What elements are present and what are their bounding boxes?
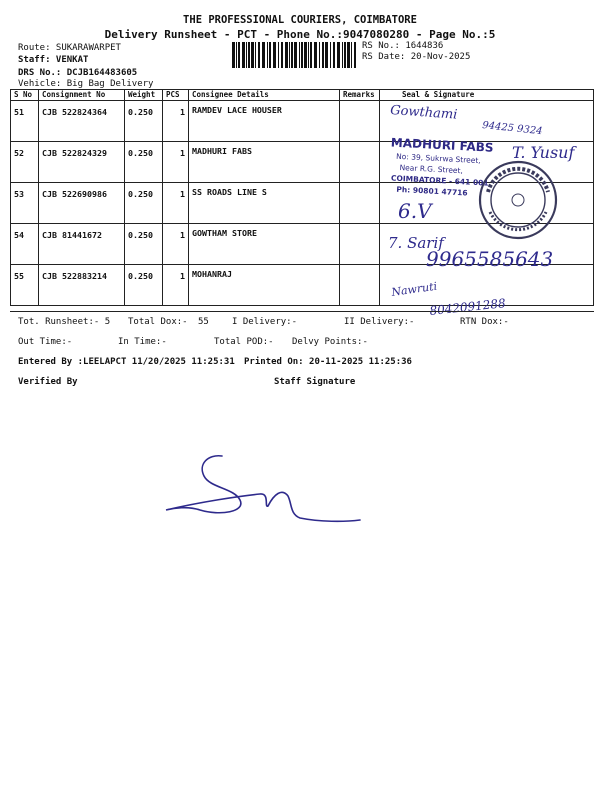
barcode-bar — [333, 42, 335, 68]
handwriting-row3: 6.V — [398, 199, 432, 223]
entered-by: Entered By :LEELAPCT 11/20/2025 11:25:31 — [18, 357, 235, 367]
vehicle-label: Vehicle: Big Bag Delivery — [18, 79, 154, 89]
printed-on: Printed On: 20-11-2025 11:25:36 — [244, 357, 412, 367]
out-time: Out Time:- — [18, 337, 73, 347]
row-pcs: 1 — [163, 224, 189, 265]
barcode-bar — [310, 42, 312, 68]
rtn-dox: RTN Dox:- — [460, 317, 509, 327]
stamp-address-1: No: 39, Sukrwa Street, — [395, 151, 481, 166]
total-pod: Total POD:- — [214, 337, 274, 347]
barcode-bar — [347, 42, 350, 68]
stamp-name: MADHURI FABS — [390, 135, 494, 155]
row-consignment: CJB 522824329 — [39, 142, 125, 183]
barcode-bar — [251, 42, 254, 68]
barcode-bar — [301, 42, 303, 68]
ii-delivery: II Delivery:- — [344, 317, 415, 327]
row-consignee: MOHANRAJ — [189, 265, 340, 306]
barcode-bar — [337, 42, 340, 68]
col-pcs: PCS — [163, 90, 189, 101]
barcode-bar — [273, 42, 276, 68]
barcode-bar — [322, 42, 324, 68]
delvy-points: Delvy Points:- — [292, 337, 368, 347]
col-consignee: Consignee Details — [189, 90, 340, 101]
row-sno: 54 — [11, 224, 39, 265]
staff-label: Staff: VENKAT — [18, 55, 89, 65]
col-seal-signature: Seal & Signature — [380, 90, 594, 101]
barcode-bar — [294, 42, 297, 68]
tot-runsheet: Tot. Runsheet:- 5 — [18, 317, 111, 327]
verified-by: Verified By — [18, 377, 78, 387]
route-label: Route: SUKARAWARPET — [18, 43, 121, 53]
rs-number: RS No.: 1644836 — [362, 41, 444, 51]
barcode-bar — [354, 42, 356, 68]
row-sno: 55 — [11, 265, 39, 306]
barcode-bar — [314, 42, 317, 68]
total-dox-label: Total Dox:- — [128, 317, 188, 327]
row-consignment: CJB 81441672 — [39, 224, 125, 265]
barcode-bar — [291, 42, 293, 68]
round-seal-icon — [480, 162, 556, 238]
row-sno: 51 — [11, 101, 39, 142]
row-consignee: MADHURI FABS — [189, 142, 340, 183]
barcode-bar — [304, 42, 307, 68]
drs-number: DRS No.: DCJB164483605 — [18, 68, 138, 78]
row-pcs: 1 — [163, 142, 189, 183]
company-stamp — [388, 135, 494, 198]
col-remarks: Remarks — [340, 90, 380, 101]
handwriting-row2: T. Yusuf — [512, 143, 575, 162]
row-pcs: 1 — [163, 265, 189, 306]
barcode-bar — [278, 42, 279, 68]
footer-divider — [10, 311, 594, 312]
table-header-row — [11, 90, 594, 101]
runsheet-subtitle: Delivery Runsheet - PCT - Phone No.:9047080280 - Page No.:5 — [104, 28, 496, 41]
total-dox-value: 55 — [198, 317, 209, 327]
barcode-bar — [289, 42, 290, 68]
handwriting-row4-name: 7. Sarif — [388, 234, 444, 252]
row-consignee: RAMDEV LACE HOUSER — [189, 101, 340, 142]
col-weight: Weight — [125, 90, 163, 101]
barcode-bar — [255, 42, 256, 68]
row-weight: 0.250 — [125, 265, 163, 306]
barcode — [232, 42, 358, 68]
handwriting-row5-phone: 8042091288 — [428, 296, 507, 318]
row-consignment: CJB 522690986 — [39, 183, 125, 224]
stamp-city: COIMBATORE - 641 001 — [390, 173, 489, 188]
barcode-bar — [299, 42, 300, 68]
row-consignee: GOWTHAM STORE — [189, 224, 340, 265]
barcode-bar — [325, 42, 328, 68]
row-sno: 53 — [11, 183, 39, 224]
barcode-bar — [267, 42, 268, 68]
barcode-bar — [344, 42, 346, 68]
handwriting-row1-name: Gowthami — [389, 103, 458, 123]
row-weight: 0.250 — [125, 183, 163, 224]
barcode-bar — [236, 42, 237, 68]
row-weight: 0.250 — [125, 224, 163, 265]
staff-signature-label: Staff Signature — [274, 377, 356, 387]
row-sno: 52 — [11, 142, 39, 183]
row-weight: 0.250 — [125, 142, 163, 183]
company-title: THE PROFESSIONAL COURIERS, COIMBATORE — [183, 14, 417, 26]
barcode-bar — [281, 42, 283, 68]
row-consignee: SS ROADS LINE S — [189, 183, 340, 224]
barcode-bar — [269, 42, 271, 68]
barcode-bar — [308, 42, 309, 68]
handwriting-row5-name: Nawruti — [390, 279, 438, 299]
seal-signature-overlay — [360, 100, 600, 320]
barcode-bar — [262, 42, 265, 68]
barcode-bar — [246, 42, 247, 68]
handwriting-row1-phone: 94425 9324 — [481, 120, 543, 138]
i-delivery: I Delivery:- — [232, 317, 298, 327]
barcode-bar — [330, 42, 331, 68]
staff-signature-scribble — [160, 448, 370, 534]
barcode-bar — [258, 42, 260, 68]
barcode-bar — [238, 42, 240, 68]
row-pcs: 1 — [163, 183, 189, 224]
rs-date: RS Date: 20-Nov-2025 — [362, 52, 471, 62]
row-weight: 0.250 — [125, 101, 163, 142]
col-sno: S No — [11, 90, 39, 101]
barcode-bar — [232, 42, 235, 68]
barcode-bar — [248, 42, 250, 68]
row-pcs: 1 — [163, 101, 189, 142]
barcode-bar — [242, 42, 245, 68]
row-consignment: CJB 522883214 — [39, 265, 125, 306]
col-consignment: Consignment No — [39, 90, 125, 101]
barcode-bar — [351, 42, 352, 68]
row-consignment: CJB 522824364 — [39, 101, 125, 142]
stamp-phone: Ph: 90801 47716 — [396, 184, 468, 198]
handwriting-row4-phone: 9965585643 — [426, 247, 554, 271]
barcode-bar — [319, 42, 320, 68]
barcode-bar — [285, 42, 288, 68]
stamp-address-2: Near R.G. Street, — [399, 162, 464, 176]
in-time: In Time:- — [118, 337, 167, 347]
barcode-bar — [342, 42, 343, 68]
